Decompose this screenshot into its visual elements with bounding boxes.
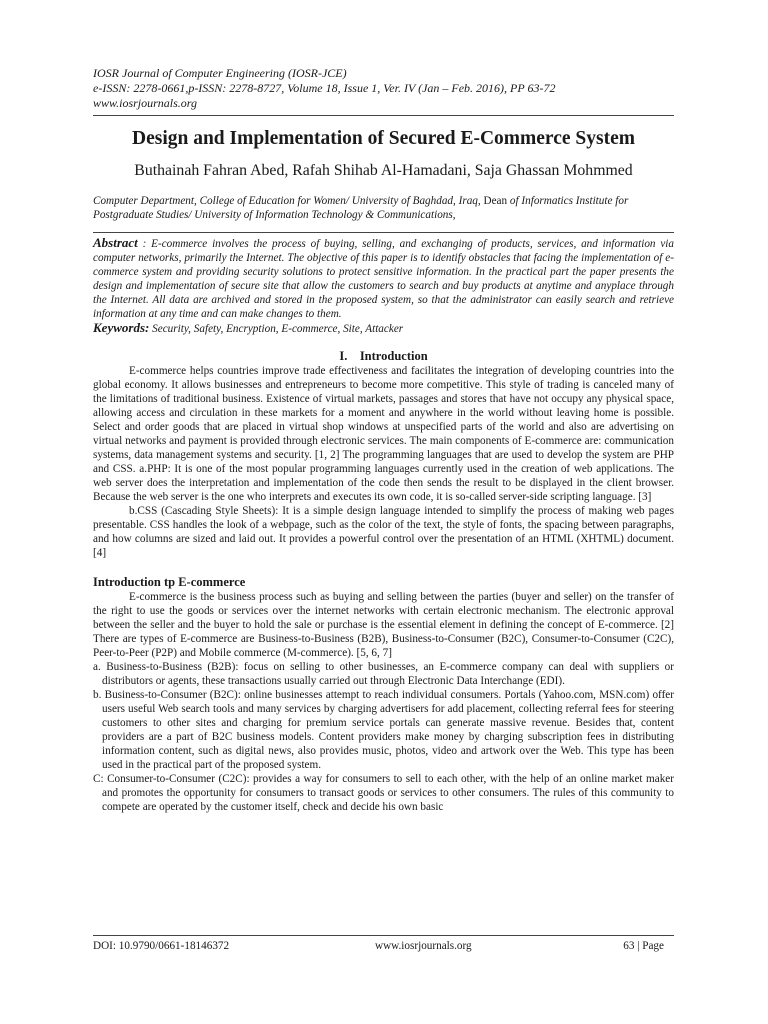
abstract-divider bbox=[93, 232, 674, 233]
footer-divider bbox=[93, 935, 674, 936]
ecommerce-body bbox=[93, 590, 674, 660]
journal-issn: e-ISSN: 2278-0661,p-ISSN: 2278-8727, Volume 18, Issue 1, Ver. IV (Jan – Feb. 2016), PP 63-72 bbox=[93, 81, 556, 95]
affiliation-part-1: Computer Department, College of Education for Women/ University of Baghdad, Iraq, bbox=[93, 195, 481, 207]
page-footer bbox=[93, 940, 674, 954]
author-affiliation bbox=[93, 194, 674, 222]
section-heading-ecommerce: Introduction tp E-commerce bbox=[93, 575, 246, 589]
list-item-c2c: C: Consumer-to-Consumer (C2C): provides a way for consumers to sell to each other, with the help of an online market maker and promotes the opportunity for consumers to transact goods or services to other consumers. The rules of this community to compete are operated by the customer itself, check and decide his own basic bbox=[93, 773, 674, 813]
journal-website: www.iosrjournals.org bbox=[93, 96, 198, 110]
ecommerce-paragraph-1: E-commerce is the business process such as buying and selling between the parties (buyer and seller) on the transfer of the right to use the goods or services over the internet networks with certain electronic mechanism. The electronic approval between the seller and the buyer to hold the sale or purchase is the essential element in defining the concept of E-commerce. [2] There are types of E-commerce are Business-to-Business (B2B), Business-to-Consumer (B2C), Consumer-to-Consumer (C2C), Peer-to-Peer (P2P) and Mobile commerce (M-commerce). [5, 6, 7] bbox=[93, 591, 674, 659]
affiliation-part-3: of Informatics Institute for Postgraduate Studies/ University of Information Technology & Communications, bbox=[93, 195, 629, 221]
keywords-text: Security, Safety, Encryption, E-commerce, Site, Attacker bbox=[149, 323, 404, 335]
list-item-b2c: b. Business-to-Consumer (B2C): online businesses attempt to reach individual consumers. Portals (Yahoo.com, MSN.com) offer users useful Web search tools and many services by charging advertisers for add placement, collecting referral fees for steering customers to other sites and charging for premium service portals can generate massive revenue. Besides that, content providers are a part of B2C business models. Content providers make money by charging subscription fees in distributing information content, such as digital news, also provides music, photos, video and artwork over the Web. This type has been used in the practical part of the proposed system. bbox=[93, 689, 674, 771]
abstract-label: Abstract bbox=[93, 235, 138, 250]
section-heading-introduction: I. Introduction bbox=[339, 349, 428, 363]
journal-header bbox=[93, 66, 674, 111]
footer-doi: DOI: 10.9790/0661-18146372 bbox=[93, 940, 230, 952]
affiliation-part-2: Dean bbox=[480, 195, 510, 207]
footer-url: www.iosrjournals.org bbox=[375, 940, 472, 952]
keywords-label: Keywords: bbox=[93, 320, 150, 335]
paper-title: Design and Implementation of Secured E-Commerce System bbox=[132, 128, 635, 149]
paper-authors: Buthainah Fahran Abed, Rafah Shihab Al-Hamadani, Saja Ghassan Mohmmed bbox=[134, 162, 633, 179]
introduction-body bbox=[93, 364, 674, 560]
footer-page-number: 63 | Page bbox=[623, 940, 664, 952]
header-divider bbox=[93, 115, 674, 116]
journal-name: IOSR Journal of Computer Engineering (IOSR-JCE) bbox=[93, 66, 347, 80]
introduction-paragraph-1: E-commerce helps countries improve trade effectiveness and facilitates the integration of developing countries into the global economy. It allows businesses and entrepreneurs to become more competitive. This style of trading is canceled many of the limitations of traditional business. Existence of virtual markets, passages and stores that have not occupy any physical space, allowing access and circulation in these markets for a moment and anywhere in the world without leaving home is possible. Select and order goods that are placed in virtual shop windows at unspecified parts of the world and also are advertising on virtual networks and payment is provided through electronic services. The main components of E-commerce are: communication systems, data management systems and security. [1, 2] The programming languages that are used to develop the system are PHP and CSS. a.PHP: It is one of the most popular programming languages currently used in the creation of web applications. The web server does the interpretation and implementation of the code then sends the result to be displayed in the client browser. Because the web server is the one who interprets and executes its own code, it is so-called server-side scripting language. [3] bbox=[93, 365, 674, 503]
keywords bbox=[93, 321, 674, 336]
paper-page bbox=[93, 66, 674, 814]
abstract-text: : E-commerce involves the process of buying, selling, and exchanging of products, services, and information via computer networks, primarily the Internet. The objective of this paper is to identify obstacles that facing the implementation of e-commerce system and providing security solutions to protect sensitive information. In the practical part the paper presents the design and implementation of secure site that allow the customers to search and buy products at anytime and anyplace through the Internet. All data are archived and stored in the proposed system, so that the administrator can easily search and retrieve information at any time and can make changes to them. bbox=[93, 238, 674, 320]
introduction-paragraph-2: b.CSS (Cascading Style Sheets): It is a simple design language intended to simplify the process of making web pages presentable. CSS handles the look of a webpage, such as the color of the text, the style of fonts, the spacing between paragraphs, and how columns are sized and laid out. It provides a powerful control over the presentation of an HTML (XHTML) document. [4] bbox=[93, 505, 674, 559]
list-item-b2b: a. Business-to-Business (B2B): focus on selling to other businesses, an E-commerce company can deal with suppliers or distributors or agents, these transactions usually carried out through Electronic Data Interchange (EDI). bbox=[93, 661, 674, 687]
abstract bbox=[93, 236, 674, 321]
